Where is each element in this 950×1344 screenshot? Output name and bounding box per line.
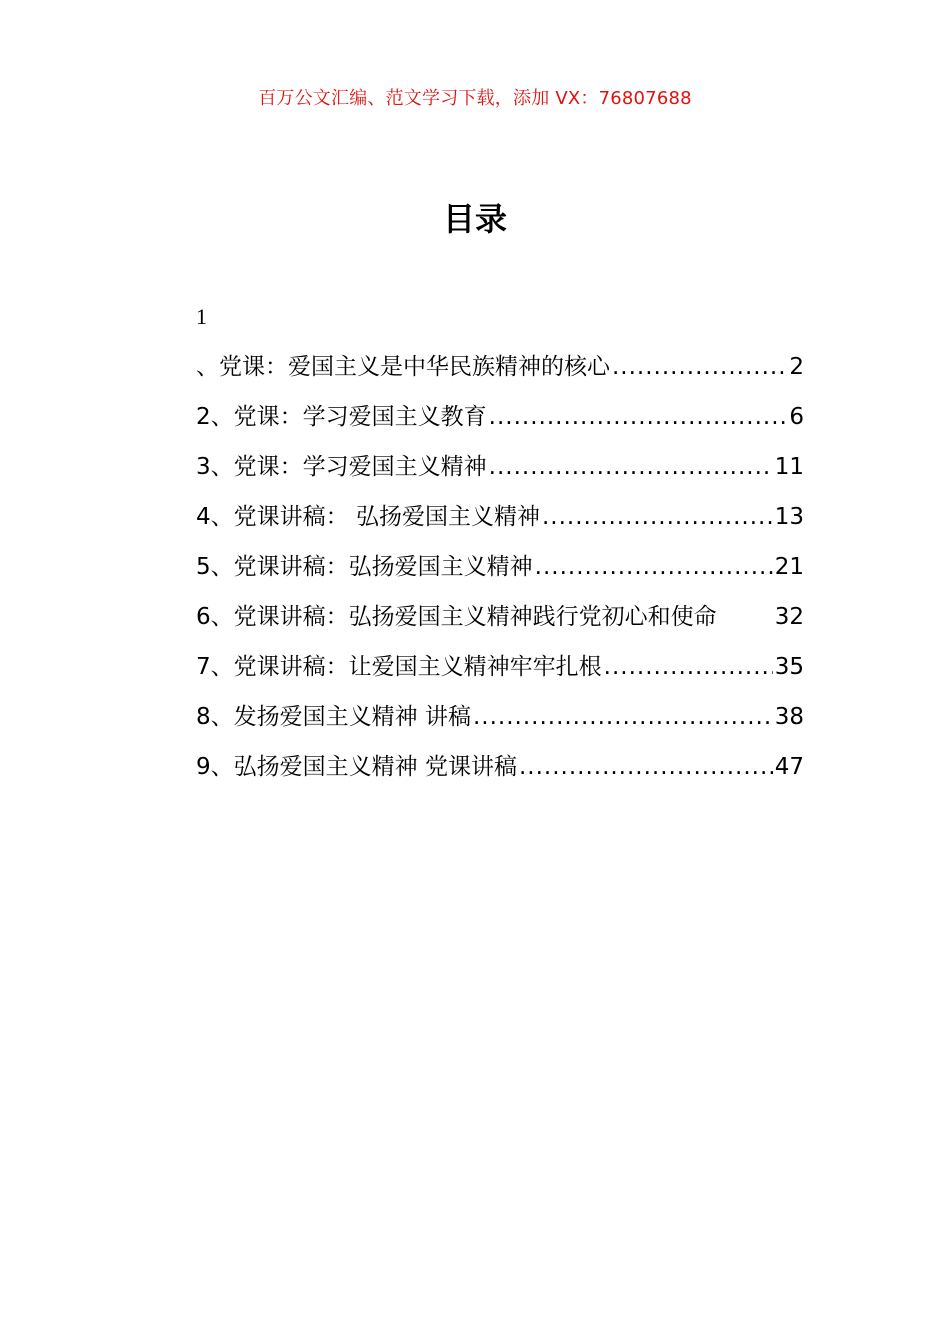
toc-entry-title: 8、发扬爱国主义精神 讲稿 — [196, 704, 471, 730]
page-title: 目录 — [442, 200, 507, 238]
toc-page-number: 47 — [774, 754, 804, 780]
toc-dot-leader — [519, 754, 773, 780]
toc-entry[interactable] — [196, 448, 804, 498]
table-of-contents — [196, 348, 804, 798]
toc-entry-title: 5、党课讲稿：弘扬爱国主义精神 — [196, 554, 533, 580]
toc-entry[interactable] — [196, 548, 804, 598]
toc-entry-title: 7、党课讲稿：让爱国主义精神牢牢扎根 — [196, 654, 602, 680]
toc-dot-leader — [542, 504, 773, 530]
toc-entry[interactable] — [196, 498, 804, 548]
toc-dot-leader — [473, 704, 773, 730]
toc-entry-title: 6、党课讲稿：弘扬爱国主义精神践行党初心和使命 — [196, 604, 717, 630]
toc-page-number: 35 — [774, 654, 804, 680]
toc-page-number: 38 — [774, 704, 804, 730]
toc-entry-title: 3、党课：学习爱国主义精神 — [196, 454, 487, 480]
toc-dot-leader — [535, 554, 773, 580]
toc-entry-title: 2、党课：学习爱国主义教育 — [196, 404, 487, 430]
toc-entry[interactable] — [196, 698, 804, 748]
toc-entry[interactable] — [196, 348, 804, 398]
toc-page-number: 13 — [774, 504, 804, 530]
toc-dot-leader — [489, 404, 788, 430]
toc-entry[interactable] — [196, 648, 804, 698]
toc-page-number: 32 — [774, 604, 804, 630]
toc-dot-leader — [489, 454, 773, 480]
toc-page-number: 6 — [789, 404, 804, 430]
toc-dot-leader — [604, 654, 773, 680]
toc-entry-title: 、党课：爱国主义是中华民族精神的核心 — [196, 354, 610, 380]
toc-entry-title: 9、弘扬爱国主义精神 党课讲稿 — [196, 754, 517, 780]
toc-lead-number: 1 — [196, 304, 207, 329]
toc-dot-leader — [612, 354, 787, 380]
toc-entry[interactable] — [196, 748, 804, 798]
toc-page-number: 2 — [789, 354, 804, 380]
toc-entry-title: 4、党课讲稿： 弘扬爱国主义精神 — [196, 504, 540, 530]
toc-page-number: 21 — [774, 554, 804, 580]
toc-entry[interactable] — [196, 598, 804, 648]
toc-page-number: 11 — [774, 454, 804, 480]
header-note: 百万公文汇编、范文学习下载，添加 VX：76807688 — [258, 88, 692, 109]
toc-entry[interactable] — [196, 398, 804, 448]
